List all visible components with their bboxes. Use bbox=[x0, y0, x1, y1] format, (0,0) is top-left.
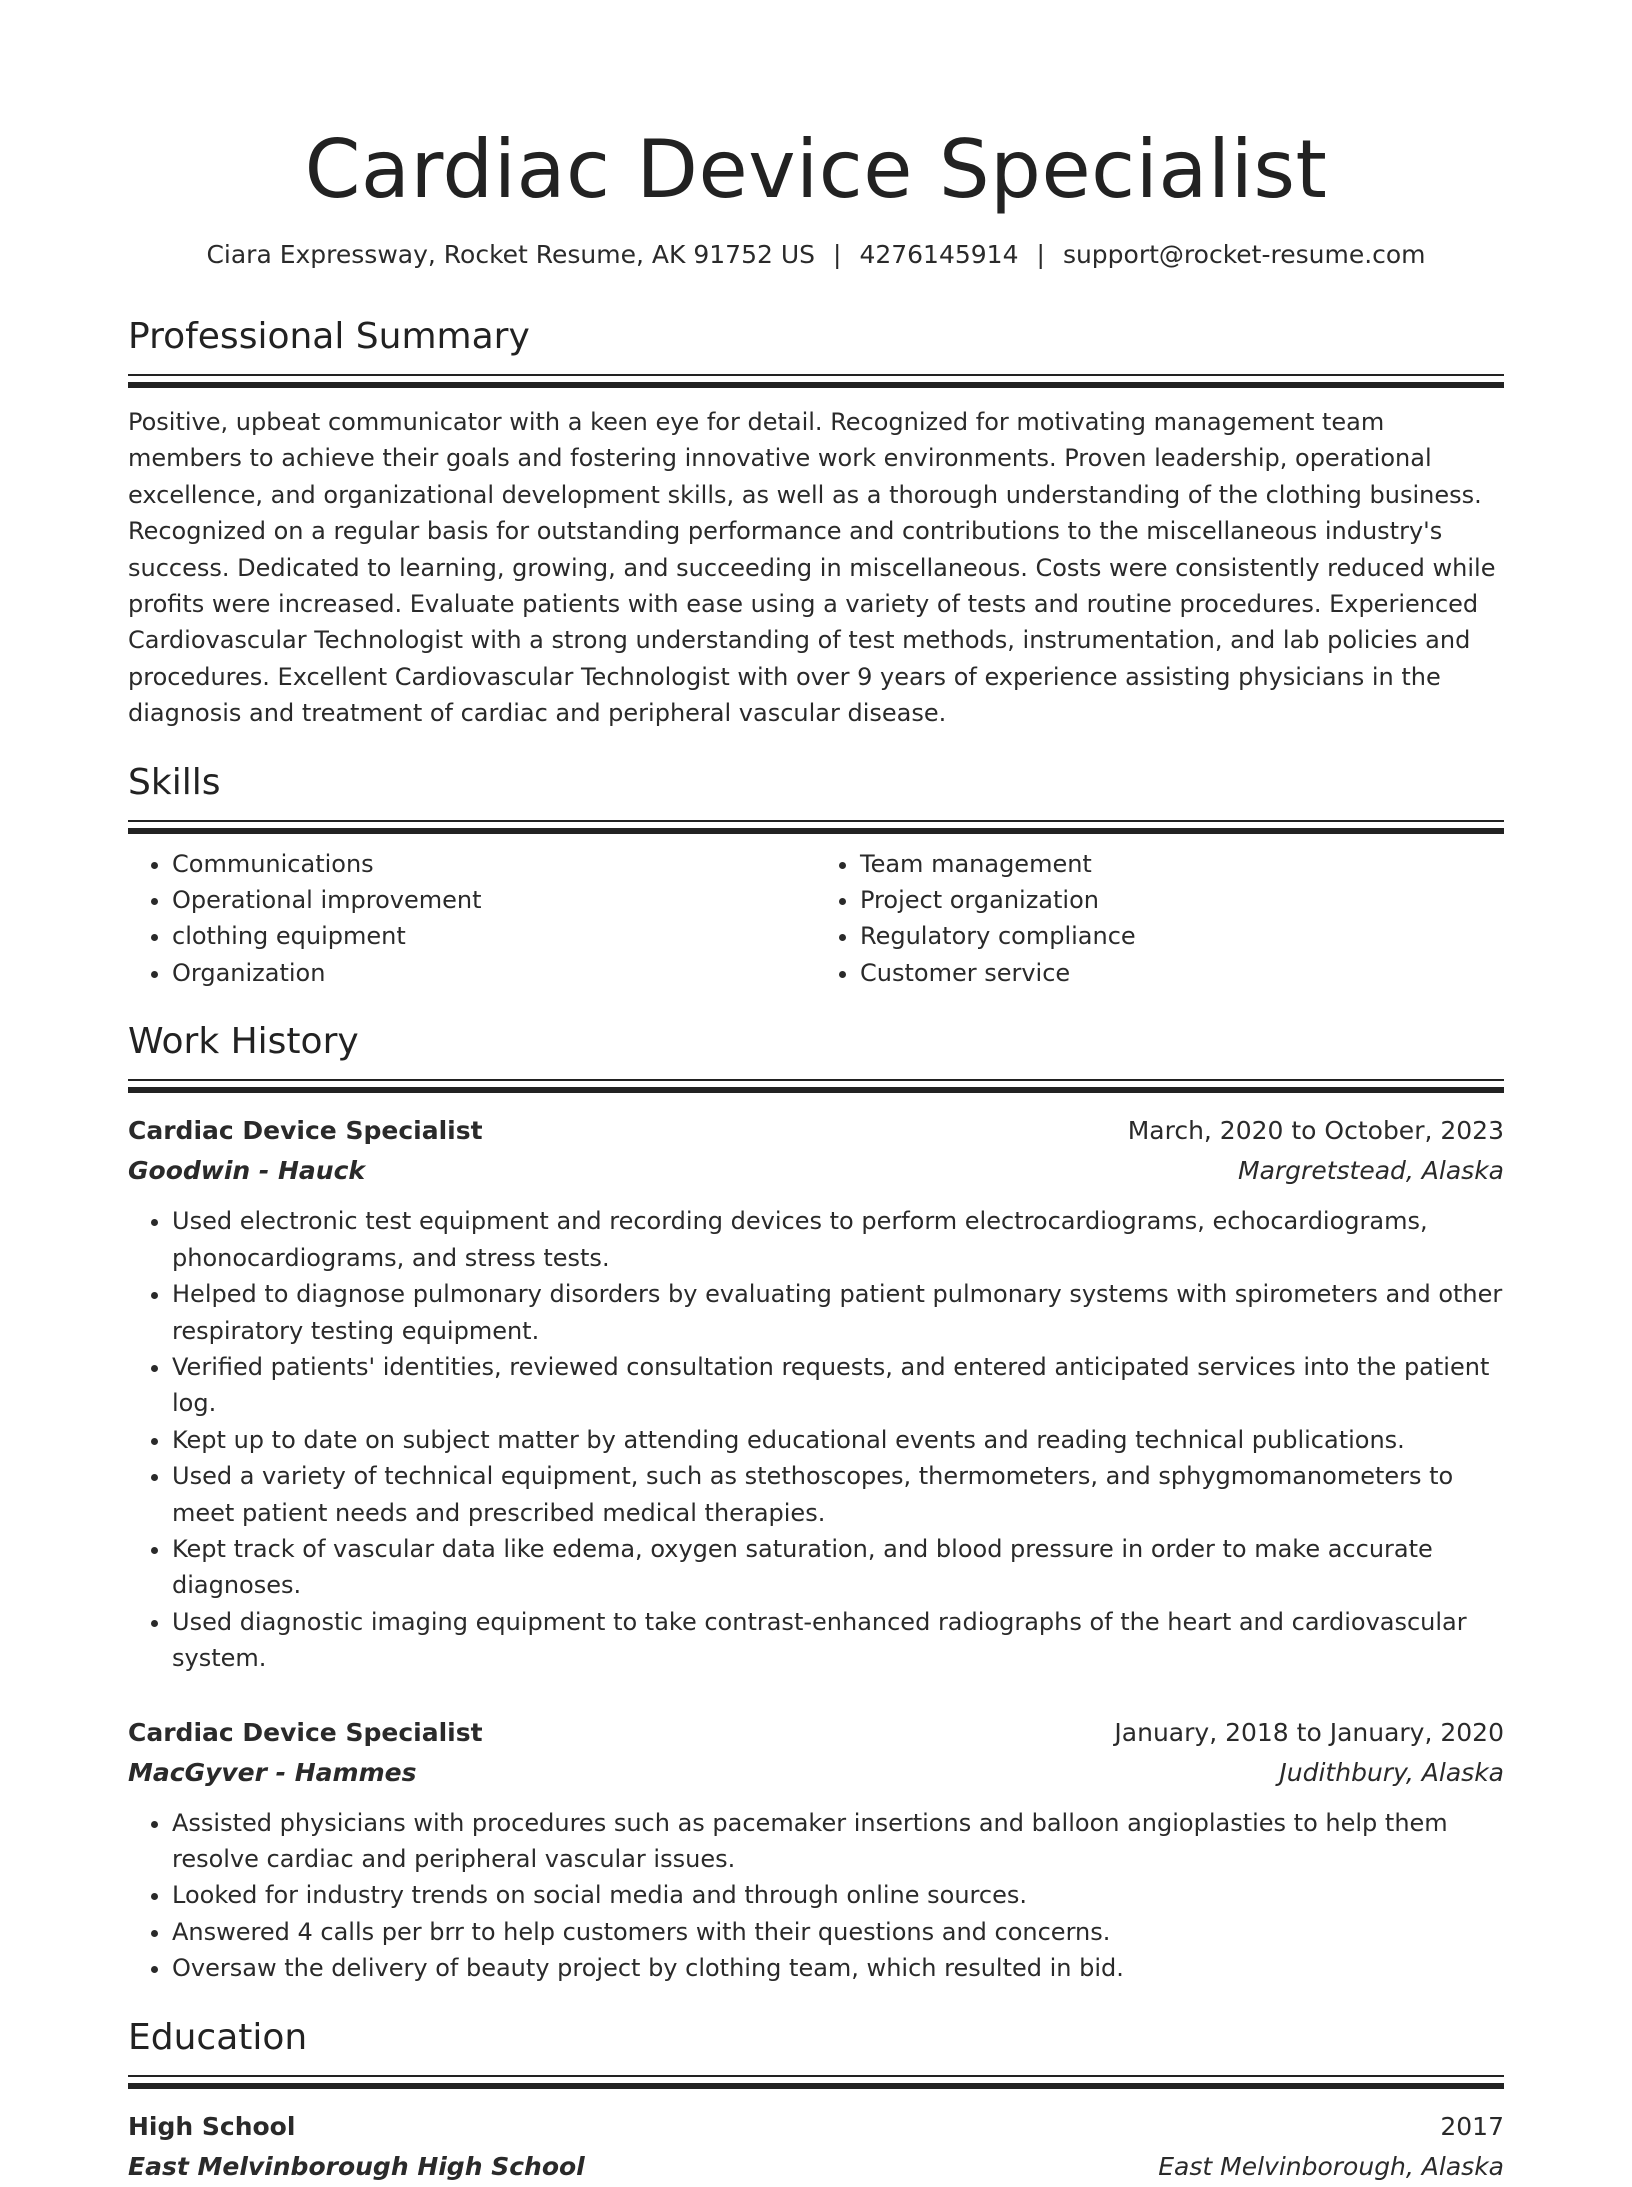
job-bullet: • Used diagnostic imaging equipment to take contrast-enhanced radiographs of the heart and cardiovascular system. bbox=[172, 1604, 1504, 1677]
section-divider bbox=[128, 2075, 1504, 2089]
job-entry bbox=[128, 1111, 1504, 1676]
job-bullet: • Verified patients' identities, reviewed consultation requests, and entered anticipated services into the patient log. bbox=[172, 1349, 1504, 1422]
job-bullets bbox=[128, 1203, 1504, 1676]
work-heading: Work History bbox=[128, 1021, 359, 1063]
education-entry bbox=[128, 2107, 1504, 2187]
skills-column-right bbox=[816, 846, 1504, 992]
work-section bbox=[128, 1019, 1504, 1986]
summary-text: Positive, upbeat communicator with a keen eye for detail. Recognized for motivating management team members to achieve their goals and fostering innovative work environments. Proven leadership, operational excellence, and organizational development skills, as well as a thorough understanding of the clothing business. Recognized on a regular basis for outstanding performance and contributions to the miscellaneous industry's success. Dedicated to learning, growing, and succeeding in miscellaneous. Costs were consistently reduced while profits were increased. Evaluate patients with ease using a variety of tests and routine procedures. Experienced Cardiovascular Technologist with a strong understanding of test methods, instrumentation, and lab policies and procedures. Excellent Cardiovascular Technologist with over 9 years of experience assisting physicians in the diagnosis and treatment of cardiac and peripheral vascular disease. bbox=[128, 408, 1496, 728]
job-subheader bbox=[128, 1151, 1504, 1191]
skill-item: • Regulatory compliance bbox=[860, 918, 1504, 954]
job-bullet: • Kept up to date on subject matter by attending educational events and reading technical publications. bbox=[172, 1422, 1504, 1458]
contact-separator: | bbox=[1036, 240, 1045, 269]
education-heading: Education bbox=[128, 2016, 308, 2058]
job-bullet: • Assisted physicians with procedures such as pacemaker insertions and balloon angioplasties to help them resolve cardiac and peripheral vascular issues. bbox=[172, 1805, 1504, 1878]
job-bullet: • Oversaw the delivery of beauty project by clothing team, which resulted in bid. bbox=[172, 1950, 1504, 1986]
resume-name: Cardiac Device Specialist bbox=[304, 123, 1328, 216]
job-location: Margretstead, Alaska bbox=[1238, 1156, 1504, 1186]
skill-item: • Project organization bbox=[860, 882, 1504, 918]
skill-item: • Organization bbox=[172, 955, 816, 991]
job-bullet: • Answered 4 calls per brr to help customers with their questions and concerns. bbox=[172, 1914, 1504, 1950]
skills-column-left bbox=[128, 846, 816, 992]
summary-heading: Professional Summary bbox=[128, 316, 530, 357]
job-subheader bbox=[128, 1753, 1504, 1793]
education-header bbox=[128, 2107, 1504, 2147]
education-section bbox=[128, 2015, 1504, 2187]
skill-item: • clothing equipment bbox=[172, 918, 816, 954]
skills-section bbox=[128, 760, 1504, 992]
education-year: 2017 bbox=[1440, 2111, 1504, 2141]
job-dates: March, 2020 to October, 2023 bbox=[1127, 1116, 1504, 1146]
contact-address: Ciara Expressway, Rocket Resume, AK 91752 US bbox=[206, 240, 815, 269]
education-subheader bbox=[128, 2147, 1504, 2187]
contact-line bbox=[128, 238, 1504, 272]
contact-email: support@rocket-resume.com bbox=[1062, 240, 1426, 269]
job-dates: January, 2018 to January, 2020 bbox=[1114, 1717, 1504, 1747]
job-bullet: • Used a variety of technical equipment, such as stethoscopes, thermometers, and sphygmomanometers to meet patient needs and prescribed medical therapies. bbox=[172, 1458, 1504, 1531]
skill-item: • Customer service bbox=[860, 955, 1504, 991]
job-location: Judithbury, Alaska bbox=[1279, 1757, 1504, 1787]
job-company: Goodwin - Hauck bbox=[128, 1156, 366, 1186]
job-header bbox=[128, 1111, 1504, 1151]
skill-item: • Operational improvement bbox=[172, 882, 816, 918]
job-company: MacGyver - Hammes bbox=[128, 1757, 417, 1787]
skills-list bbox=[128, 846, 1504, 992]
skill-item: • Team management bbox=[860, 846, 1504, 882]
skill-item: • Communications bbox=[172, 846, 816, 882]
section-divider bbox=[128, 374, 1504, 388]
section-divider bbox=[128, 820, 1504, 834]
contact-phone: 4276145914 bbox=[859, 240, 1019, 269]
job-bullet: • Used electronic test equipment and recording devices to perform electrocardiograms, echocardiograms, phonocardiograms, and stress tests. bbox=[172, 1203, 1504, 1276]
job-bullets bbox=[128, 1805, 1504, 1987]
section-divider bbox=[128, 1079, 1504, 1093]
summary-section bbox=[128, 314, 1504, 732]
education-location: East Melvinborough, Alaska bbox=[1158, 2151, 1504, 2181]
job-title: Cardiac Device Specialist bbox=[128, 1717, 483, 1747]
contact-separator: | bbox=[833, 240, 842, 269]
job-bullet: • Helped to diagnose pulmonary disorders by evaluating patient pulmonary systems with spirometers and other respiratory testing equipment. bbox=[172, 1276, 1504, 1349]
education-degree: High School bbox=[128, 2111, 296, 2141]
job-title: Cardiac Device Specialist bbox=[128, 1116, 483, 1146]
skills-heading: Skills bbox=[128, 761, 221, 803]
education-school: East Melvinborough High School bbox=[128, 2151, 585, 2181]
job-header bbox=[128, 1713, 1504, 1753]
job-bullet: • Looked for industry trends on social media and through online sources. bbox=[172, 1877, 1504, 1913]
job-entry bbox=[128, 1713, 1504, 1987]
job-bullet: • Kept track of vascular data like edema, oxygen saturation, and blood pressure in order to make accurate diagnoses. bbox=[172, 1531, 1504, 1604]
